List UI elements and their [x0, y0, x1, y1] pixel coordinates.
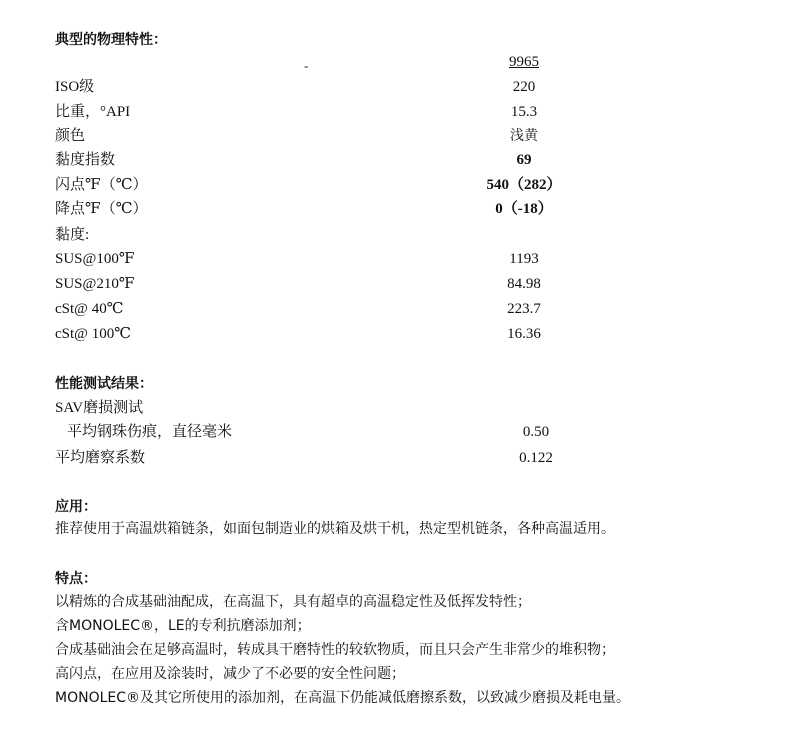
prop-label-api: 比重，°API: [55, 104, 131, 120]
prop-label-cst100: cSt@ 100℃: [55, 326, 132, 342]
prop-value-pour: 0（-18）: [495, 201, 553, 217]
prop-value-iso: 220: [512, 79, 536, 95]
prop-value-cst100: 16.36: [507, 326, 541, 342]
feature-item: 合成基础油会在足够高温时，转成具干磨特性的较软物质，而且只会产生非常少的堆积物；: [55, 642, 615, 658]
feature-item: 以精炼的合成基础油配成，在高温下，具有超卓的高温稳定性及低挥发特性；: [55, 594, 531, 610]
prop-label-sus100: SUS@100℉: [55, 251, 135, 267]
properties-heading: 典型的物理特性：: [55, 32, 167, 48]
feature-item: 含MONOLEC®，LE的专利抗磨添加剂；: [55, 618, 311, 634]
application-heading: 应用：: [55, 499, 97, 515]
prop-value-sus210: 84.98: [507, 276, 541, 292]
feature-item: 高闪点，在应用及涂装时，减少了不必要的安全性问题；: [55, 666, 405, 682]
features-heading: 特点：: [55, 571, 97, 587]
prop-value-flash: 540（282）: [486, 177, 562, 193]
product-column-header: 9965: [509, 54, 539, 70]
test-value-scar: 0.50: [522, 424, 550, 440]
prop-label-color: 颜色: [55, 128, 86, 144]
prop-value-sus100: 1193: [509, 251, 539, 267]
prop-value-cst40: 223.7: [507, 301, 541, 317]
prop-label-vi: 黏度指数: [55, 152, 116, 168]
prop-value-color: 浅黄: [510, 128, 538, 144]
test-label-scar: 平均钢珠伤痕，直径毫米: [67, 424, 233, 440]
prop-label-iso: ISO级: [55, 79, 95, 95]
prop-value-vi: 69: [516, 152, 532, 168]
test-label-sav: SAV磨损测试: [55, 400, 144, 416]
prop-label-cst40: cSt@ 40℃: [55, 301, 124, 317]
tests-heading: 性能测试结果：: [55, 376, 153, 392]
prop-label-viscosity: 黏度:: [55, 227, 90, 243]
prop-label-pour: 降点℉（℃）: [55, 201, 148, 217]
prop-label-flash: 闪点℉（℃）: [55, 177, 148, 193]
prop-value-api: 15.3: [510, 104, 538, 120]
test-value-friction: 0.122: [519, 450, 553, 466]
prop-label-sus210: SUS@210℉: [55, 276, 135, 292]
column-dash: -: [304, 58, 309, 73]
application-text: 推荐使用于高温烘箱链条，如面包制造业的烘箱及烘干机，热定型机链条，各种高温适用。: [55, 521, 615, 537]
feature-item: MONOLEC®及其它所使用的添加剂，在高温下仍能减低磨擦系数，以致减少磨损及耗电量。: [55, 690, 631, 706]
test-label-friction: 平均磨察系数: [55, 450, 146, 466]
